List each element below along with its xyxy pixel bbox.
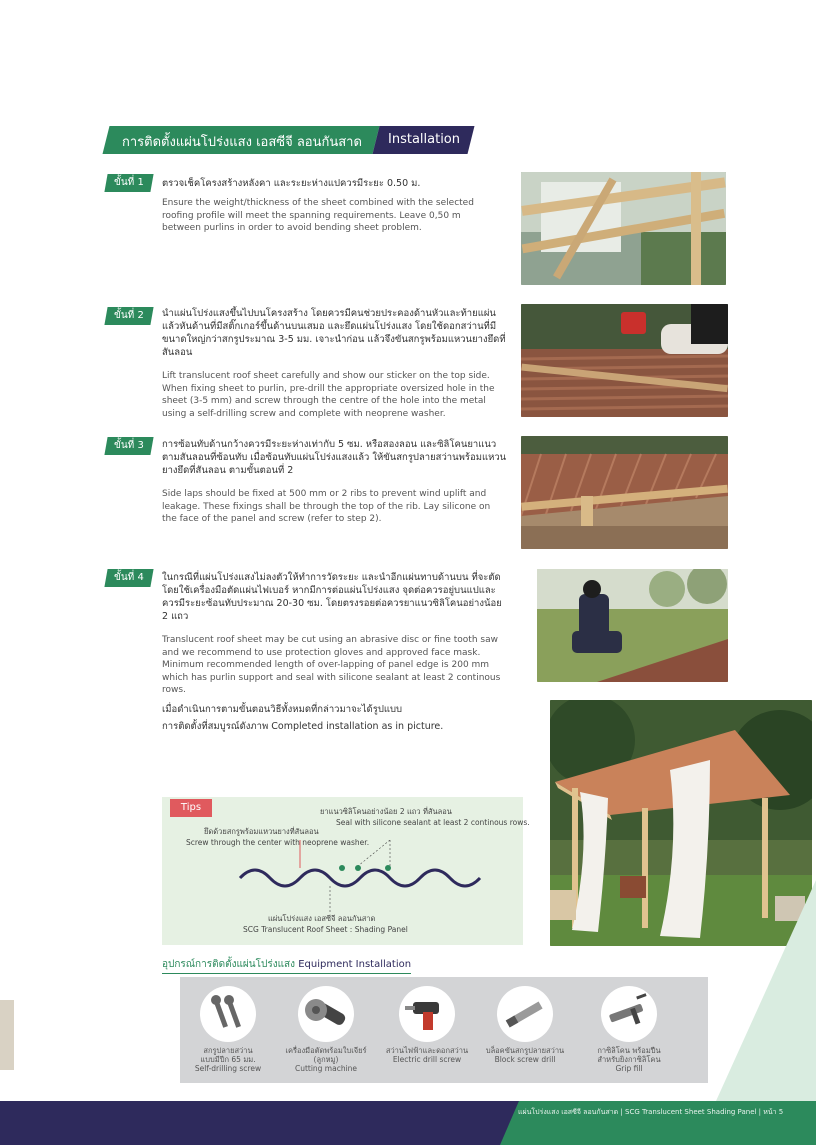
- step-4-english-text: Translucent roof sheet may be cut using an abrasive disc or fine tooth saw and we recommend to use protection gloves and approved face mask. Minimum recommended length of over-lapping of panel edge is 200 mm which has purlin support and seal with silicone sealant at least 2 continous rows.: [162, 635, 501, 695]
- decorative-building-edge: [0, 1000, 14, 1070]
- caulk-gun-icon: [601, 986, 657, 1042]
- step-1-badge: ขั้นที่ 1: [104, 174, 153, 192]
- screw-icon: [200, 986, 256, 1042]
- tip-panel-english: SCG Translucent Roof Sheet : Shading Panel: [243, 925, 408, 934]
- completed-line-1: เมื่อดำเนินการตามขั้นตอนวิธีทั้งหมดที่กล่าวมาจะได้รูปแบบ: [162, 704, 403, 715]
- step-3-thai-text: การซ้อนทับด้านกว้างควรมีระยะห่างเท่ากับ 5 ซม. หรือสองลอน และซิลิโคนยาแนวตามสันลอนที่ซ้อนทับ เมื่อซ้อนทับแผ่นโปร่งแสงแล้ว ให้ขันสกรูปลายสว่านพร้อมแหวนยางยึดที่สันลอน ตามขั้นตอนที่ 2: [162, 439, 507, 476]
- completed-line-2: การติดตั้งที่สมบูรณ์ดังภาพ Completed installation as in picture.: [162, 721, 444, 732]
- tool-label-cutting-machine: เครื่องมือตัดพร้อมใบเจียร์ (ลูกหมู) Cutting machine: [285, 1046, 367, 1073]
- step-3-badge: ขั้นที่ 3: [104, 437, 153, 455]
- step-1-english-text: Ensure the weight/thickness of the sheet combined with the selected roofing profile will meet the spanning requirements. Leave 0,50 m between purlins in order to avoid bending sheet problem.: [162, 198, 474, 233]
- tool-label-electric-drill: สว่านไฟฟ้าและดอกสว่าน Electric drill screw: [385, 1046, 469, 1064]
- step-3-english-text: Side laps should be fixed at 500 mm or 2 ribs to prevent wind uplift and leakage. These fixings shall be through the top of the rib. Lay silicone on the face of the panel and screw (refer to step 2).: [162, 489, 491, 524]
- socket-bit-icon: [497, 986, 553, 1042]
- step-2-photo: [521, 304, 728, 417]
- tip-screw-english: Screw through the center with neoprene washer.: [186, 838, 370, 847]
- step-1-thai-text: ตรวจเช็คโครงสร้างหลังคา และระยะห่างแปควรมีระยะ 0.50 ม.: [162, 178, 421, 189]
- footer-text: แผ่นโปร่งแสง เอสซีจี ลอนกันสาด | SCG Translucent Sheet Shading Panel | หน้า 5: [518, 1108, 784, 1116]
- tool-label-grip-fill: กาซิลิโคน พร้อมปืน สำหรับยิงกาซิลิโคน Grip fill: [597, 1046, 661, 1073]
- step-4-thai-text: ในกรณีที่แผ่นโปร่งแสงไม่ลงตัวให้ทำการวัดระยะ และนำอีกแผ่นทาบด้านบน ที่จะตัดโดยใช้เครื่องมือตัดแผ่นไฟเบอร์ หากมีการต่อแผ่นโปร่งแสง จุดต่อควรอยู่บนแปและควรมีระยะซ้อนทับประมาณ 20-30 ซม. โดยตรงรอยต่อควรยาแนวซิลิโคนอย่างน้อย 2 แถว: [162, 572, 502, 622]
- tip-panel-thai: แผ่นโปร่งแสง เอสซีจี ลอนกันสาด: [268, 914, 376, 923]
- tip-silicone-english: Seal with silicone sealant at least 2 continous rows.: [336, 818, 530, 827]
- step-2-badge: ขั้นที่ 2: [104, 307, 153, 325]
- page-title-english: Installation: [388, 132, 461, 147]
- step-2-english-text: Lift translucent roof sheet carefully and show our sticker on the top side. When fixing sheet to purlin, pre-drill the appropriate oversized hole in the sheet (3-5 mm) and screw through the centre of the hole into the metal using a self-drilling screw and complete with neoprene washer.: [162, 371, 495, 419]
- step-1-photo: [521, 172, 726, 285]
- tips-tag: Tips: [170, 799, 212, 817]
- step-4-badge: ขั้นที่ 4: [104, 569, 153, 587]
- drill-icon: [399, 986, 455, 1042]
- tip-silicone-thai: ยาแนวซิลิโคนอย่างน้อย 2 แถว ที่สันลอน: [320, 807, 452, 816]
- tool-label-block-screw-drill: บล็อคขันสกรูปลายสว่าน Block screw drill: [485, 1046, 565, 1064]
- corrugated-sheet-diagram: [230, 840, 500, 920]
- step-4-photo: [537, 569, 728, 682]
- equipment-title: อุปกรณ์การติดตั้งแผ่นโปร่งแสง Equipment Installation: [162, 957, 411, 974]
- page-title-thai: การติดตั้งแผ่นโปร่งแสง เอสซีจี ลอนกันสาด: [122, 135, 362, 150]
- tool-label-screw: สกรูปลายสว่าน แบบมีปีก 65 มม. Self-drilling screw: [194, 1046, 262, 1073]
- grinder-icon: [298, 986, 354, 1042]
- completed-installation-photo: [550, 700, 812, 946]
- step-2-thai-text: นำแผ่นโปร่งแสงขึ้นไปบนโครงสร้าง โดยควรมีคนช่วยประคองด้านหัวและท้ายแผ่น แล้วหันด้านที่มีสติ๊กเกอร์ขึ้นด้านบนเสมอ และยึดแผ่นโปร่งแสง โดยใช้ดอกสว่านที่มีขนาดใหญ่กว่าสกรูประมาณ 3-5 มม. เจาะนำก่อน แล้วจึงขันสกรูพร้อมแหวนยางยึดที่สันลอน: [162, 308, 506, 358]
- tip-screw-thai: ยึดด้วยสกรูพร้อมแหวนยางที่สันลอน: [204, 827, 319, 836]
- step-3-photo: [521, 436, 728, 549]
